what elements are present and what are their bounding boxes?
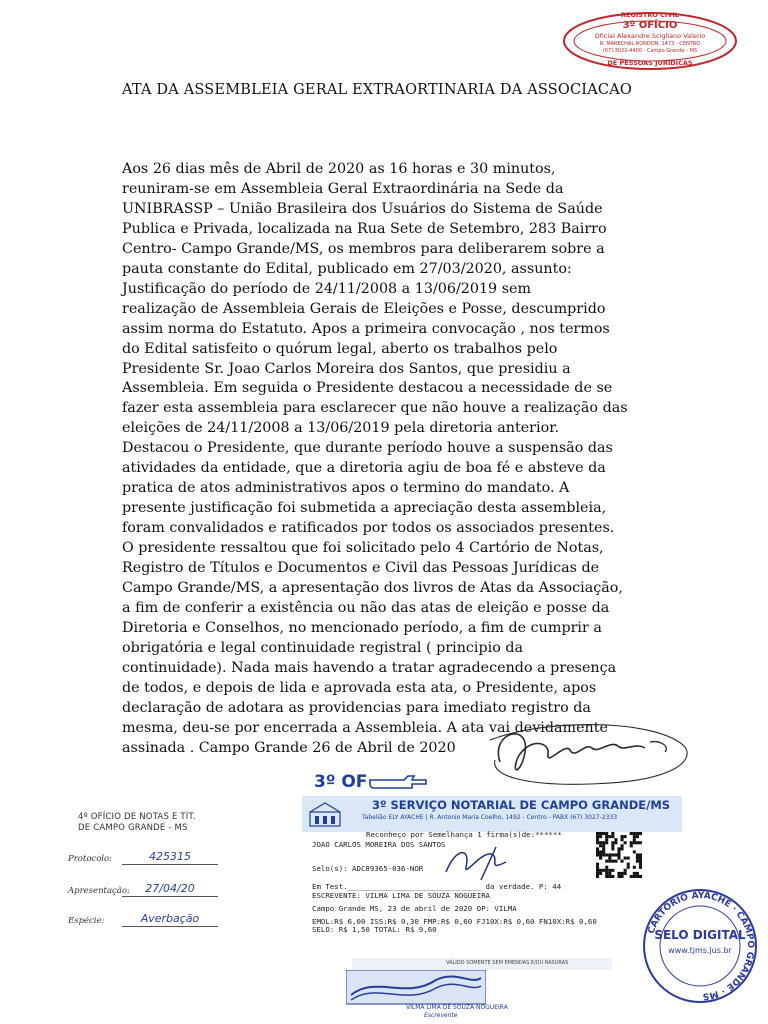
protocol-header-2: DE CAMPO GRANDE - MS: [78, 823, 188, 833]
seal-total-line: SELO: R$ 1,50 TOTAL: R$ 9,60: [312, 925, 437, 934]
validity-note: VÁLIDO SOMENTE SEM EMENDAS E/OU RASURAS: [446, 960, 569, 966]
notary-header-band: [302, 796, 682, 832]
body-line: Aos 26 dias mês de Abril de 2020 as 16 horas e 30 minutos,: [122, 161, 556, 177]
protocol-value: 425315: [122, 850, 218, 865]
body-line: Destacou o Presidente, que durante período houve a suspensão das: [122, 440, 613, 457]
notary-brand: 3º OF: [314, 772, 368, 792]
species-label: Espécie:: [68, 916, 105, 926]
clerk-stamp-name: VILMA LIMA DE SOUZA NOGUEIRA: [406, 1004, 508, 1011]
pointing-hand-icon: [368, 774, 428, 792]
body-line: declaração de adotara as providencias para imediato registro da: [122, 699, 591, 716]
body-line: Publica e Privada, localizada na Rua Sete de Setembro, 283 Bairro: [122, 220, 607, 237]
body-line: Diretoria e Conselhos, no mencionado período, a fim de cumprir a: [122, 619, 602, 636]
recognition-text: Reconheço por Semelhança 1 firma(s)de:******: [366, 830, 562, 839]
body-line: eleições de 24/11/2008 a 13/06/2019 pela diretoria anterior.: [122, 420, 560, 437]
document-body: [122, 160, 662, 759]
body-line: fazer esta assembleia para esclarecer que não houve a realização das: [122, 400, 628, 417]
body-line: presente justificação foi submetida a apreciação desta assembleia,: [122, 500, 607, 517]
species-value: Averbação: [122, 912, 218, 927]
registry-stamp-line2: 3º OFÍCIO: [622, 20, 678, 31]
body-line: mesma, deu-se por encerrada a Assembleia. A ata vai devidamente: [122, 719, 608, 736]
protocol-header-1: 4º OFÍCIO DE NOTAS E TÍT.: [78, 812, 196, 822]
body-line: assinada . Campo Grande 26 de Abril de 2020: [122, 739, 456, 756]
body-line: pratica de atos administrativos apos o termino do mandato. A: [122, 480, 570, 497]
notary-name: 3º SERVIÇO NOTARIAL DE CAMPO GRANDE/MS: [372, 798, 671, 812]
body-line: foram convalidados e ratificados por todos os associados presentes.: [122, 520, 615, 537]
body-line: de todos, e depois de lida e aprovada esta ata, o Presidente, apos: [122, 679, 597, 696]
digital-seal-stamp: [640, 886, 760, 1006]
building-emblem-icon: [308, 800, 342, 828]
digital-seal-title: SELO DIGITAL: [654, 928, 746, 942]
registry-stamp-line3: Oficial Alexandre Scigliano Valerio: [594, 32, 706, 40]
em-test-line: Em Test.______________________________ da verdade. P: 44: [312, 882, 562, 891]
clerk-name: ESCREVENTE: VILMA LIMA DE SOUZA NOGUEIRA: [312, 891, 490, 900]
body-line: Campo Grande/MS, a apresentação dos livros de Atas da Associação,: [122, 580, 623, 597]
registry-stamp-line5: (67) 3022-4400 - Campo Grande - MS: [602, 48, 698, 54]
protocol-label: Protocolo:: [68, 854, 113, 864]
notary-address: Tabelião ELY AYACHE | R. Antonio Maria Coelho, 1492 - Centro - PABX (67) 3027-2333: [362, 814, 618, 821]
body-line: a fim de conferir a existência ou não das atas de eleição e posse da: [122, 599, 610, 616]
body-line: realização de Assembleia Gerais de Eleições e Posse, descumprido: [122, 300, 606, 317]
document-title: ATA DA ASSEMBLEIA GERAL EXTRAORTINARIA DA ASSOCIACAO: [122, 82, 632, 98]
clerk-stamp-role: Escrevente: [424, 1012, 458, 1019]
body-line: O presidente ressaltou que foi solicitado pelo 4 Cartório de Notas,: [122, 540, 604, 557]
body-line: Presidente Sr. Joao Carlos Moreira dos Santos, que presidiu a: [122, 360, 571, 377]
digital-seal-ring-text: CARTÓRIO AYACHE · CAMPO GRANDE · MS: [646, 890, 756, 1002]
body-line: UNIBRASSP – União Brasileira dos Usuários do Sistema de Saúde: [122, 200, 603, 217]
notary-date: Campo Grande MS, 23 de abril de 2020 OP: VILMA: [312, 904, 517, 913]
protocol-stamp: [62, 808, 222, 938]
body-line: Registro de Títulos e Documentos e Civil das Pessoas Jurídicas de: [122, 560, 600, 577]
body-line: Assembleia. Em seguida o Presidente destacou a necessidade de se: [122, 380, 613, 397]
body-line: obrigatória e legal continuidade registral ( principio da: [122, 639, 524, 656]
body-line: do Edital satisfeito o quórum legal, aberto os trabalhos pelo: [122, 340, 558, 357]
notary-recognition-stamp: [296, 772, 696, 1022]
body-line: assim norma do Estatuto. Apos a primeira convocação , nos termos: [122, 320, 610, 337]
body-line: pauta constante do Edital, publicado em 27/03/2020, assunto:: [122, 260, 572, 277]
registry-stamp-line6: DE PESSOAS JURÍDICAS: [607, 59, 693, 67]
body-line: Centro- Campo Grande/MS, os membros para deliberarem sobre a: [122, 240, 605, 257]
body-line: Justificação do período de 24/11/2008 a 13/06/2019 sem: [122, 280, 532, 297]
registry-stamp-line4: R. MARECHAL RONDON, 1473 - CENTRO: [599, 41, 701, 47]
qr-code-icon: [596, 832, 642, 878]
body-line: continuidade). Nada mais havendo a tratar agradecendo a presença: [122, 659, 617, 676]
registry-stamp: [560, 10, 740, 72]
fees-line: EMOL:R$ 6,00 ISS:R$ 0,30 FMP:R$ 0,60 FJ10X:R$ 0,60 FN10X:R$ 0,60: [312, 917, 597, 926]
seal-code: Selo(s): ADC89365-036-NOR: [312, 864, 424, 873]
registry-stamp-line1: REGISTRO CIVIL: [621, 11, 679, 19]
body-line: reuniram-se em Assembleia Geral Extraordinária na Sede da: [122, 180, 564, 197]
presentation-value: 27/04/20: [122, 882, 218, 897]
digital-seal-url: www.tjms.jus.br: [668, 946, 732, 955]
clerk-initials-signature: [436, 842, 536, 882]
recognized-person: JOAO CARLOS MOREIRA DOS SANTOS: [312, 840, 446, 849]
presentation-label: Apresentação:: [68, 886, 130, 896]
body-line: atividades da entidade, que a diretoria agiu de boa fé e absteve da: [122, 460, 606, 477]
